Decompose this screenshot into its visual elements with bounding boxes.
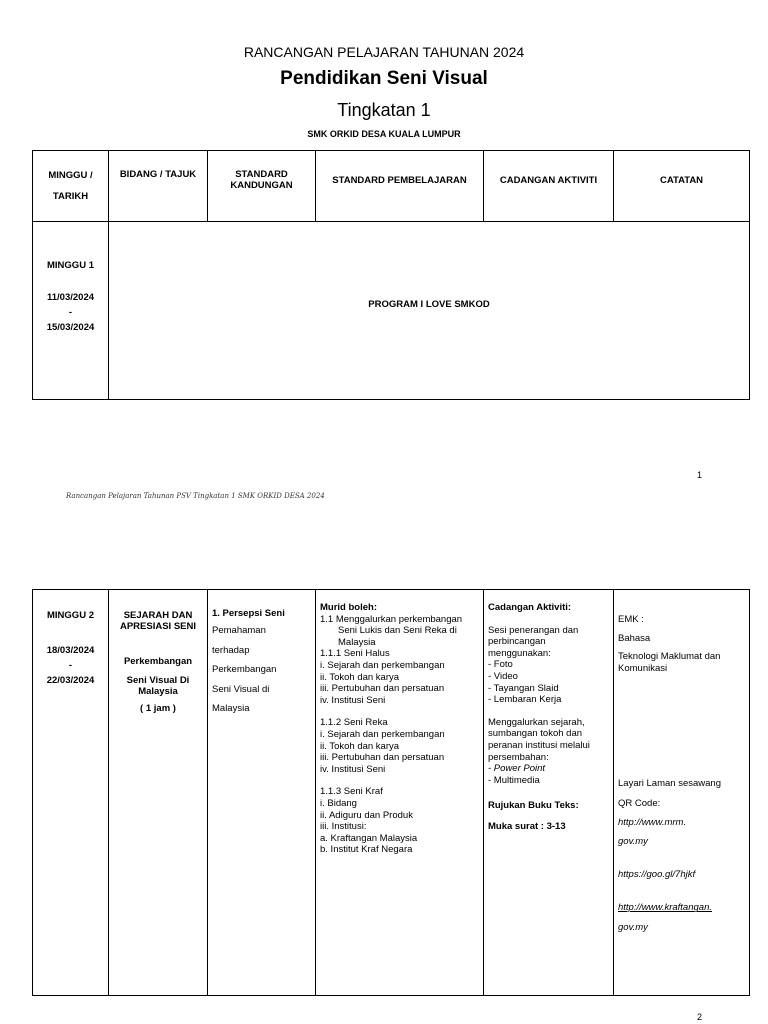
week1-end-date: 15/03/2024 xyxy=(46,322,95,333)
ca-rujukan: Rujukan Buku Teks: xyxy=(488,800,579,812)
week2-label: MINGGU 2 xyxy=(47,610,94,621)
catatan-link-googl[interactable]: https://goo.gl/7hjkf xyxy=(618,869,696,881)
subject-title: Pendidikan Seni Visual xyxy=(280,68,488,89)
week2-date-cell: MINGGU 2 18/03/2024 - 22/03/2024 xyxy=(33,590,109,996)
sk-line: Perkembangan xyxy=(212,664,277,676)
catatan-qr: QR Code: xyxy=(618,797,661,809)
standard-kandungan-title: 1. Persepsi Seni xyxy=(212,608,285,619)
header-bidang: BIDANG / TAJUK xyxy=(109,151,208,222)
header-tarikh-label: TARIKH xyxy=(52,191,89,202)
school-name: SMK ORKID DESA KUALA LUMPUR xyxy=(307,129,461,139)
catatan-link-kraftangan-1[interactable]: http://www.kraftangan. xyxy=(618,902,712,914)
footer-note: Rancangan Pelajaran Tahunan PSV Tingkatan 1 SMK ORKID DESA 2024 xyxy=(66,492,325,500)
header-minggu-tarikh xyxy=(33,151,109,222)
ca-list-item: - Foto xyxy=(488,659,513,671)
sp-list-item: ii. Adiguru dan Produk xyxy=(320,809,413,821)
sk-line: Seni Visual di xyxy=(212,683,270,695)
sp-list-item: iii. Institusi: xyxy=(320,821,367,833)
ca-list-item: - Multimedia xyxy=(488,774,540,786)
plan-table-week2 xyxy=(32,589,750,996)
sp-list-item: b. Institut Kraf Negara xyxy=(320,844,413,856)
week1-date-cell: MINGGU 1 11/03/2024 - 15/03/2024 xyxy=(33,222,109,400)
document-top-title: RANCANGAN PELAJARAN TAHUNAN 2024 xyxy=(243,44,525,60)
sp-list-item: iv. Institusi Seni xyxy=(320,694,386,706)
week1-label: MINGGU 1 xyxy=(47,260,94,271)
table-header-row xyxy=(33,151,750,222)
week2-bidang-cell xyxy=(109,590,208,996)
header-minggu-label: MINGGU / xyxy=(48,170,93,181)
ca-text: persembahan: xyxy=(488,751,549,763)
ca-muka-surat: Muka surat : 3-13 xyxy=(488,820,566,832)
ca-list-item: - Power Point xyxy=(488,763,546,775)
catatan-layari: Layari Laman sesawang xyxy=(618,778,721,790)
sp-item-1-1: 1.1 Menggalurkan perkembangan xyxy=(320,613,463,625)
catatan-tmk-1: Teknologi Maklumat dan xyxy=(618,651,721,663)
ca-text: Sesi penerangan dan xyxy=(488,624,579,636)
sk-line: Pemahaman xyxy=(212,625,266,636)
catatan-link-mrm-1[interactable]: http://www.mrm. xyxy=(618,816,687,828)
sp-seni-halus: 1.1.1 Seni Halus xyxy=(320,648,390,660)
sp-list-item: i. Sejarah dan perkembangan xyxy=(320,728,445,740)
ca-text: perbincangan xyxy=(488,636,546,648)
table-row-week2 xyxy=(33,590,750,996)
plan-table-week1 xyxy=(32,150,750,400)
bidang-title-line1: SEJARAH DAN xyxy=(123,610,193,621)
catatan-link-mrm-2[interactable]: gov.my xyxy=(618,836,648,848)
catatan-tmk-2: Komunikasi xyxy=(618,663,668,675)
bidang-sub-line3: Malaysia xyxy=(138,686,178,697)
header-catatan: CATATAN xyxy=(614,151,750,222)
week2-standard-kandungan-cell xyxy=(208,590,316,996)
sp-list-item: i. Sejarah dan perkembangan xyxy=(320,659,445,671)
level-title: Tingkatan 1 xyxy=(337,100,431,120)
ca-list-item: - Video xyxy=(488,670,518,682)
header-standard-kandungan: STANDARD KANDUNGAN xyxy=(208,151,316,222)
week1-program-cell xyxy=(109,222,750,400)
sp-list-item: iv. Institusi Seni xyxy=(320,763,386,775)
sp-list-item: a. Kraftangan Malaysia xyxy=(320,832,418,844)
table-row-week1 xyxy=(33,222,750,400)
week1-program: PROGRAM I LOVE SMKOD xyxy=(368,299,490,310)
ca-list-item: - Lembaran Kerja xyxy=(488,694,562,706)
bidang-sub-line1: Perkembangan xyxy=(123,656,193,667)
week2-cadangan-aktiviti-cell xyxy=(484,590,614,996)
page-number-2: 2 xyxy=(697,1012,703,1022)
catatan-link-kraftangan-2[interactable]: gov.my xyxy=(618,921,648,933)
catatan-bahasa: Bahasa xyxy=(618,633,651,645)
sp-seni-reka: 1.1.2 Seni Reka xyxy=(320,717,388,729)
sk-line: Malaysia xyxy=(212,703,250,715)
ca-text: menggunakan: xyxy=(488,647,551,659)
ca-list-item: - Tayangan Slaid xyxy=(488,682,559,694)
bidang-title-line2: APRESIASI SENI xyxy=(119,621,197,632)
week2-end-date: 22/03/2024 xyxy=(46,675,95,686)
ca-text: peranan institusi melalui xyxy=(488,739,590,751)
week2-catatan-cell xyxy=(614,590,750,996)
header-standard-pembelajaran: STANDARD PEMBELAJARAN xyxy=(316,151,484,222)
catatan-emk: EMK : xyxy=(618,614,644,625)
sp-list-item: iii. Pertubuhan dan persatuan xyxy=(320,752,445,764)
week2-standard-pembelajaran-cell: Murid boleh: 1.1 Menggalurkan perkembangan Seni Lukis dan Seni Reka di Malaysia 1.1.1 Seni Halus i. Sejarah dan perkembangan ii. Tokoh dan karya iii. Pertubuhan dan persatuan iv. Institusi Seni 1.1.2 Seni Reka i. Sejarah dan perkembangan ii. Tokoh dan karya iii. Pertubuhan dan persatuan iv. Institusi Seni 1.1.3 Seni Kraf i. Bidang ii. Adiguru dan Produk iii. Institusi: a. Kraftangan Malaysia b. Institut Kraf Negara xyxy=(316,590,484,996)
sp-list-item: ii. Tokoh dan karya xyxy=(320,671,400,683)
bidang-sub-line2: Seni Visual Di xyxy=(126,675,190,686)
ca-text: Menggalurkan sejarah, xyxy=(488,716,585,728)
sp-intro: Murid boleh: xyxy=(320,602,377,613)
page-number-1: 1 xyxy=(697,470,703,480)
sp-seni-kraf: 1.1.3 Seni Kraf xyxy=(320,786,383,798)
header-cadangan-aktiviti: CADANGAN AKTIVITI xyxy=(484,151,614,222)
week1-start-date: 11/03/2024 xyxy=(46,292,95,303)
sp-list-item: ii. Tokoh dan karya xyxy=(320,740,400,752)
week2-start-date: 18/03/2024 xyxy=(46,645,95,656)
bidang-duration: ( 1 jam ) xyxy=(140,703,176,714)
ca-text: sumbangan tokoh dan xyxy=(488,728,583,740)
sk-line: terhadap xyxy=(212,644,250,656)
sp-list-item: iii. Pertubuhan dan persatuan xyxy=(320,683,445,695)
ca-title: Cadangan Aktiviti: xyxy=(488,602,572,613)
sp-list-item: i. Bidang xyxy=(320,797,357,809)
